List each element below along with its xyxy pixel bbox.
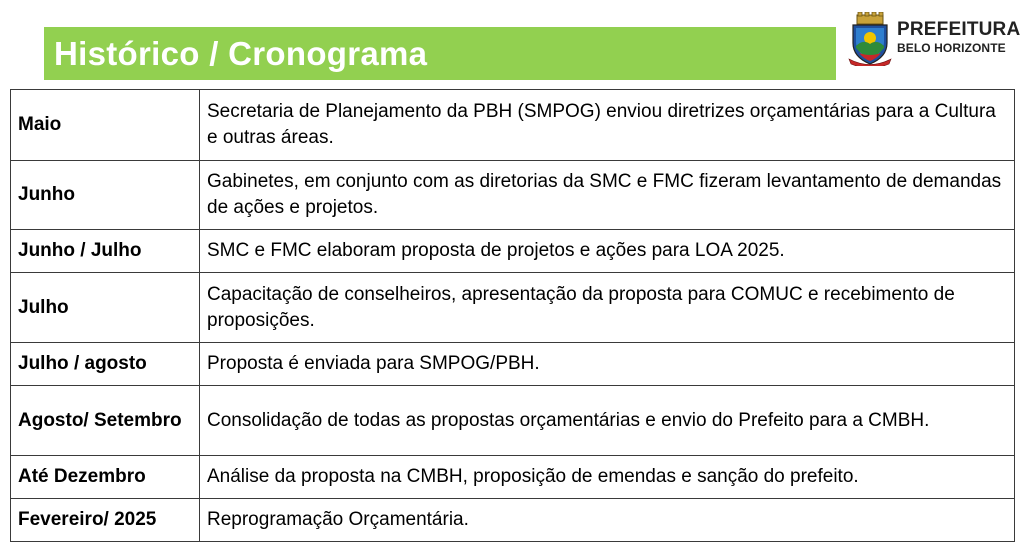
period-cell: Maio: [11, 90, 200, 161]
logo-line-prefeitura: PREFEITURA: [897, 19, 1020, 40]
table-row: [11, 161, 1015, 230]
period-cell: Fevereiro/ 2025: [11, 499, 200, 542]
schedule-table: [10, 89, 1015, 542]
table-row: [11, 343, 1015, 386]
title-bar: [44, 27, 836, 80]
table-row: [11, 499, 1015, 542]
description-cell: Gabinetes, em conjunto com as diretorias da SMC e FMC fizeram levantamento de demandas de ações e projetos.: [200, 161, 1015, 230]
description-cell: Capacitação de conselheiros, apresentação da proposta para COMUC e recebimento de proposições.: [200, 273, 1015, 343]
description-cell: Proposta é enviada para SMPOG/PBH.: [200, 343, 1015, 386]
table-row: [11, 456, 1015, 499]
description-cell: Análise da proposta na CMBH, proposição de emendas e sanção do prefeito.: [200, 456, 1015, 499]
period-cell: Até Dezembro: [11, 456, 200, 499]
coat-of-arms-icon: [848, 12, 892, 66]
table-row: [11, 90, 1015, 161]
table-row: [11, 230, 1015, 273]
table-row: [11, 273, 1015, 343]
period-cell: Junho / Julho: [11, 230, 200, 273]
description-cell: Secretaria de Planejamento da PBH (SMPOG) enviou diretrizes orçamentárias para a Cultura e outras áreas.: [200, 90, 1015, 161]
description-cell: SMC e FMC elaboram proposta de projetos e ações para LOA 2025.: [200, 230, 1015, 273]
description-cell: Consolidação de todas as propostas orçamentárias e envio do Prefeito para a CMBH.: [200, 386, 1015, 456]
period-cell: Julho: [11, 273, 200, 343]
period-cell: Junho: [11, 161, 200, 230]
period-cell: Julho / agosto: [11, 343, 200, 386]
logo-text: [897, 20, 1020, 54]
page-title: Histórico / Cronograma: [54, 34, 428, 72]
description-cell: Reprogramação Orçamentária.: [200, 499, 1015, 542]
logo-line-city: BELO HORIZONTE: [897, 41, 1006, 55]
table-row: [11, 386, 1015, 456]
prefeitura-logo: [848, 12, 1020, 68]
period-cell: Agosto/ Setembro: [11, 386, 200, 456]
